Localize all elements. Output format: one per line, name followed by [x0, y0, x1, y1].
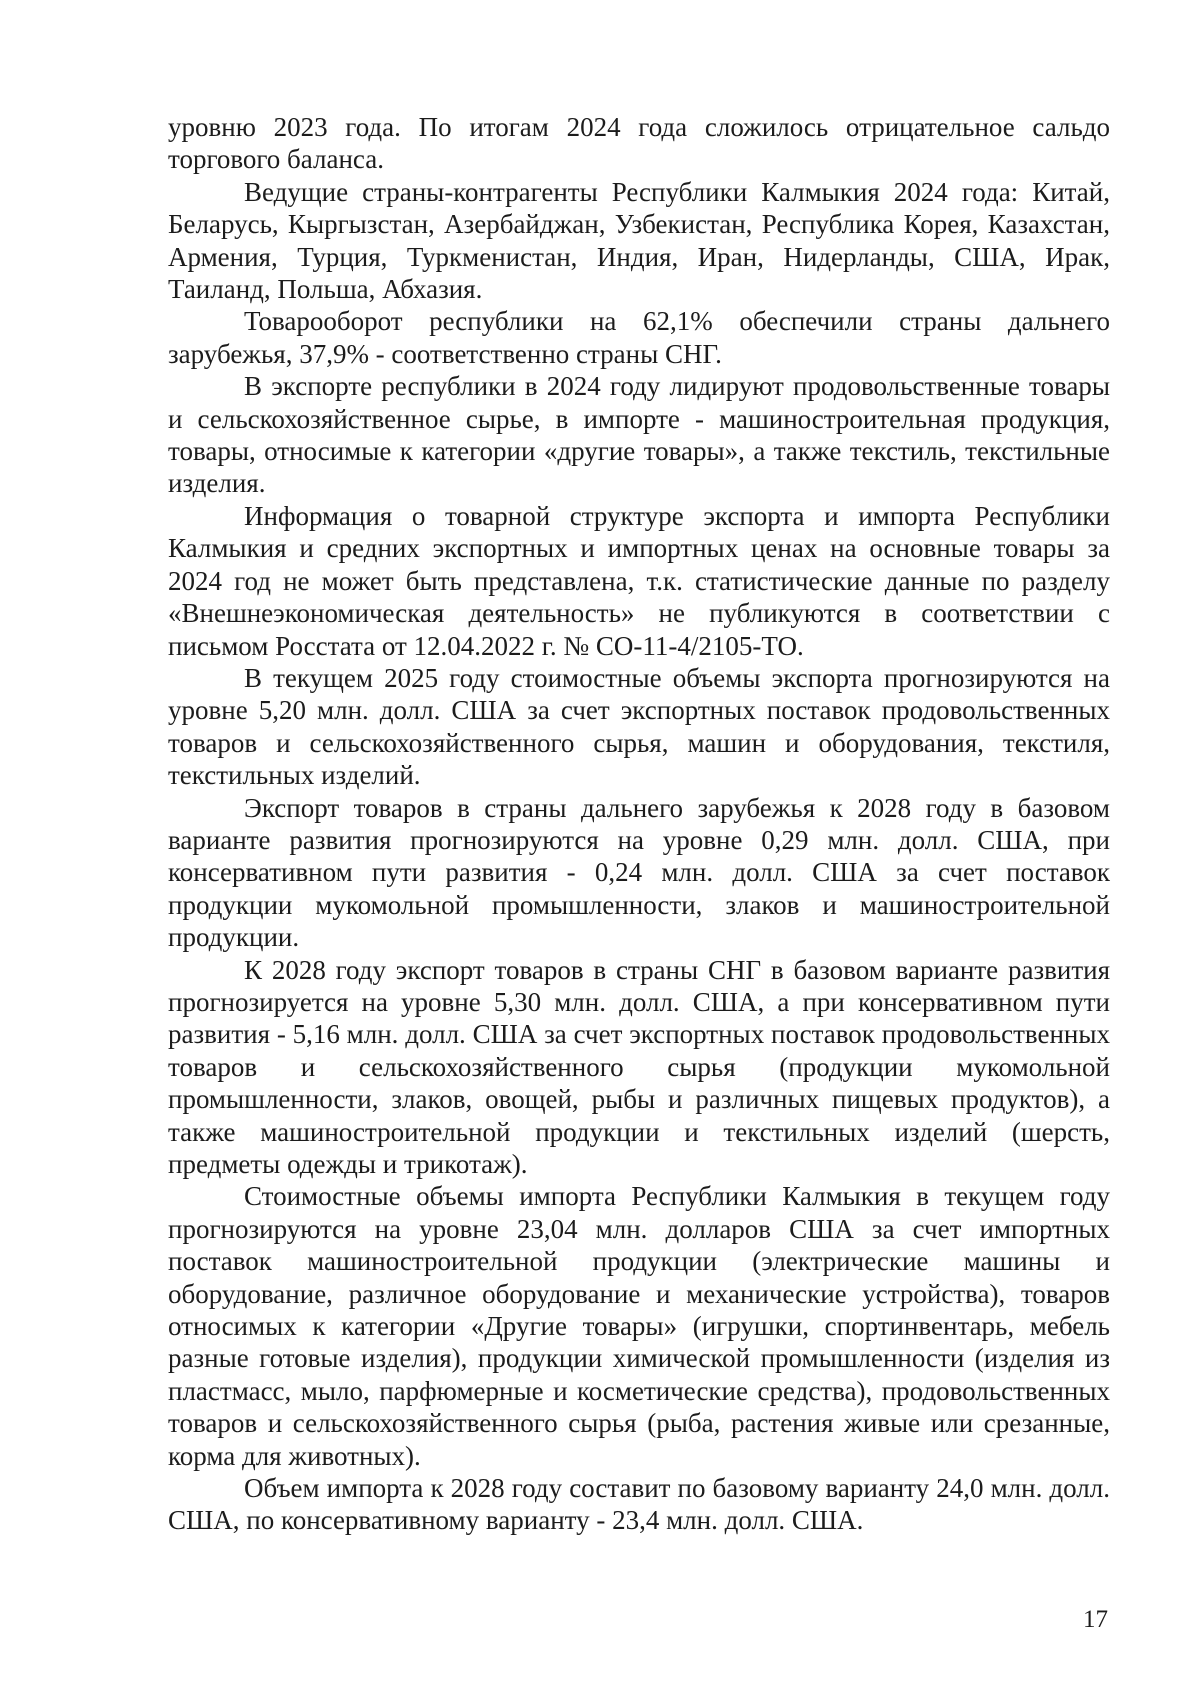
paragraph-trade-balance: уровню 2023 года. По итогам 2024 года сложилось отрицательное сальдо торгового баланса. — [168, 112, 1110, 175]
page-number: 17 — [1083, 1606, 1108, 1633]
paragraph-export-cis-2028: К 2028 году экспорт товаров в страны СНГ в базовом варианте развития прогнозируется на уровне 5,30 млн. долл. США, а при консервативном пути развития - 5,16 млн. долл. США за счет экспортных поставок продовольственных товаров и сельскохозяйственного сырья (продукции мукомольной промышленности, злаков, овощей, рыбы и различных пищевых продуктов), а также машиностроительной продукции и текстильных изделий (шерсть, предметы одежды и трикотаж). — [168, 954, 1110, 1179]
paragraph-export-import-leaders: В экспорте республики в 2024 году лидируют продовольственные товары и сельскохозяйственное сырье, в импорте - машиностроительная продукция, товары, относимые к категории «другие товары», а также текстиль, текстильные изделия. — [168, 371, 1110, 499]
paragraph-export-forecast-2025: В текущем 2025 году стоимостные объемы экспорта прогнозируются на уровне 5,20 млн. долл. США за счет экспортных поставок продовольственных товаров и сельскохозяйственного сырья, машин и оборудования, текстиля, текстильных изделий. — [168, 662, 1110, 791]
paragraph-import-2028: Объем импорта к 2028 году составит по базовому варианту 24,0 млн. долл. США, по консервативному варианту - 23,4 млн. долл. США. — [168, 1473, 1110, 1536]
document-body — [168, 111, 1110, 1537]
paragraph-turnover-share: Товарооборот республики на 62,1% обеспечили страны дальнего зарубежья, 37,9% - соответственно страны СНГ. — [168, 306, 1110, 369]
paragraph-structure-info: Информация о товарной структуре экспорта и импорта Республики Калмыкия и средних экспортных и импортных ценах на основные товары за 2024 год не может быть представлена, т.к. статистические данные по разделу «Внешнеэкономическая деятельность» не публикуются в соответствии с письмом Росстата от 12.04.2022 г. № СО-11-4/2105-ТО. — [168, 500, 1110, 661]
paragraph-export-far-abroad-2028: Экспорт товаров в страны дальнего зарубежья к 2028 году в базовом варианте развития прогнозируются на уровне 0,29 млн. долл. США, при консервативном пути развития - 0,24 млн. долл. США за счет поставок продукции мукомольной промышленности, злаков и машиностроительной продукции. — [168, 792, 1110, 953]
paragraph-import-forecast-current: Стоимостные объемы импорта Республики Калмыкия в текущем году прогнозируются на уровне 23,04 млн. долларов США за счет импортных поставок машиностроительной продукции (электрические машины и оборудование, различное оборудование и механические устройства), товаров относимых к категории «Другие товары» (игрушки, спортинвентарь, мебель разные готовые изделия), продукции химической промышленности (изделия из пластмасс, мыло, парфюмерные и косметические средства), продовольственных товаров и сельскохозяйственного сырья (рыба, растения живые или срезанные, корма для животных). — [168, 1181, 1110, 1471]
paragraph-partner-countries: Ведущие страны-контрагенты Республики Калмыкия 2024 года: Китай, Беларусь, Кыргызстан, Азербайджан, Узбекистан, Республика Корея, Казахстан, Армения, Турция, Туркменистан, Индия, Иран, Нидерланды, США, Ирак, Таиланд, Польша, Абхазия. — [168, 176, 1110, 305]
